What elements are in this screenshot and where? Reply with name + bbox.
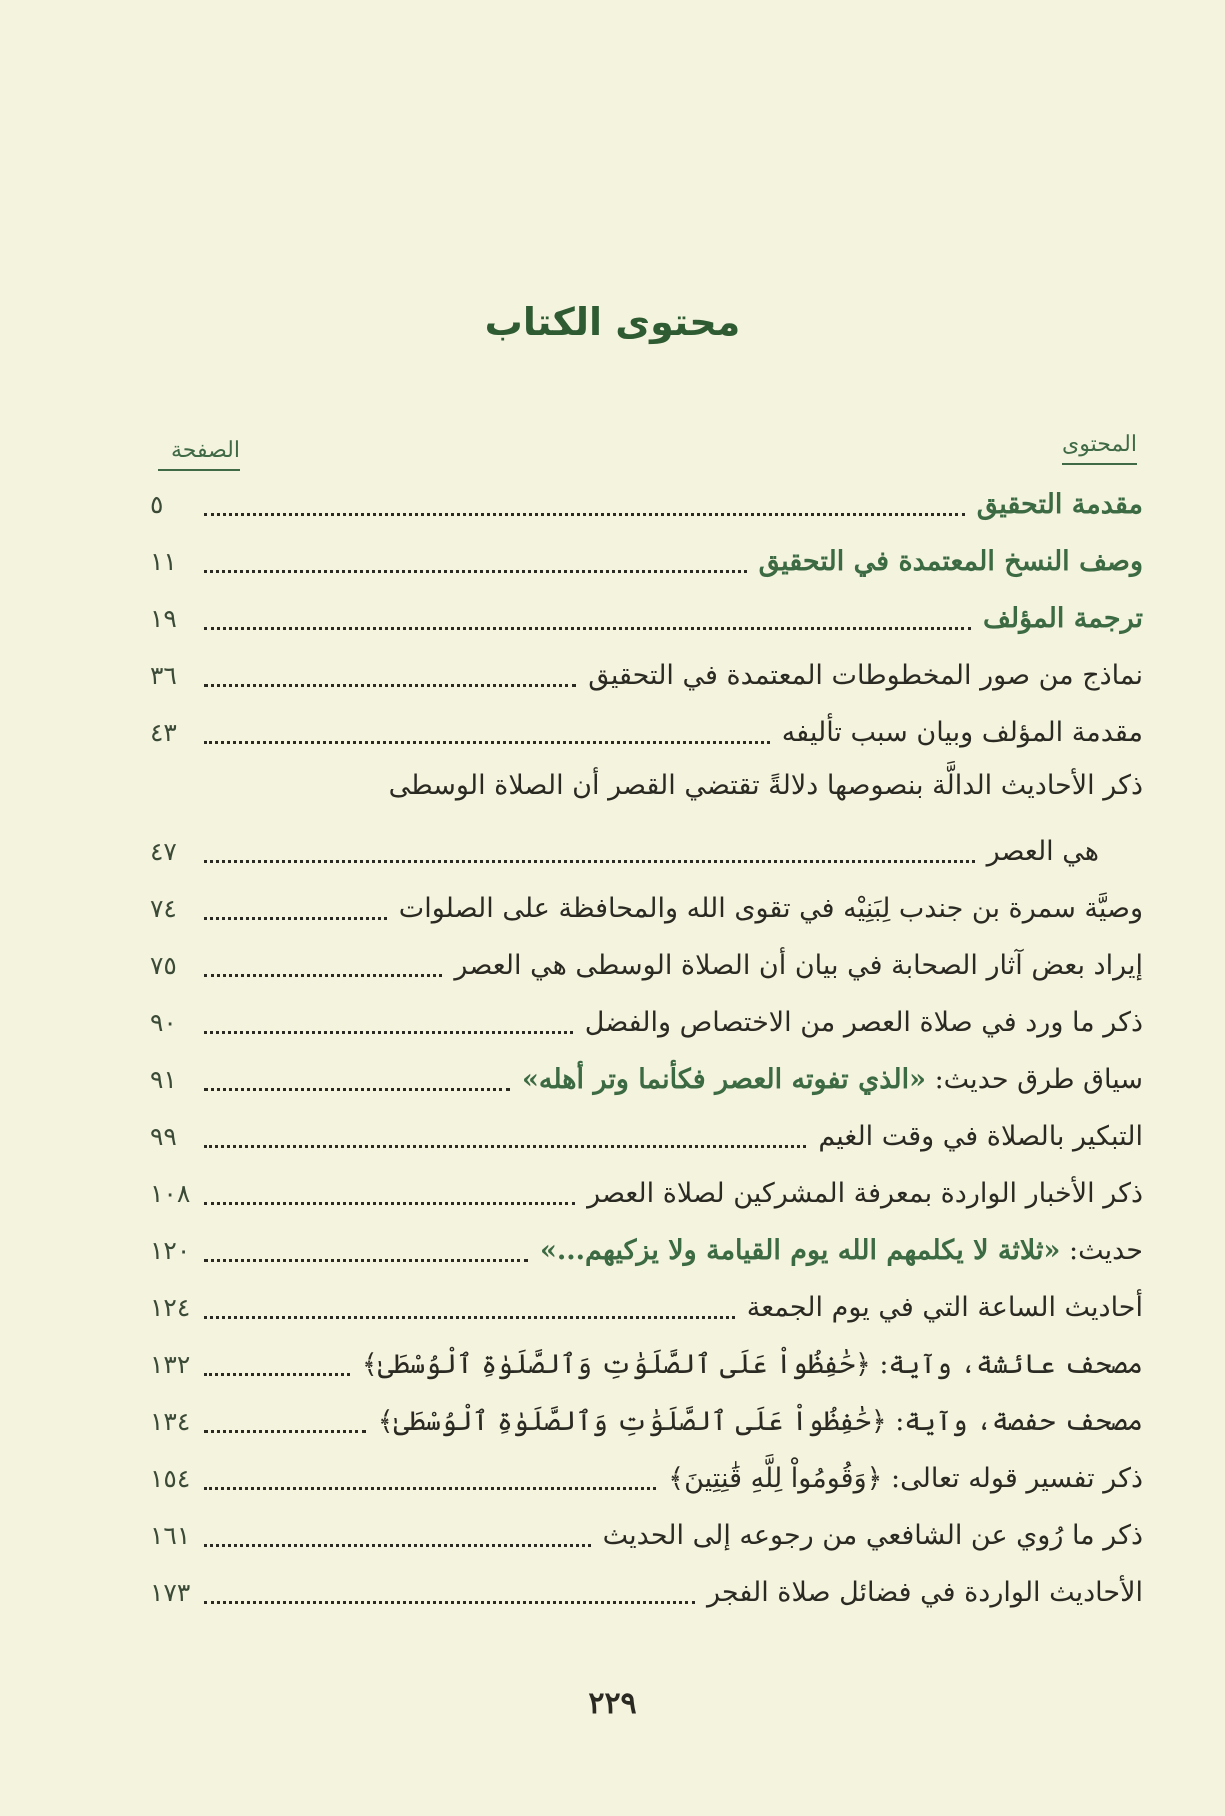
page-column-header: الصفحة bbox=[158, 438, 240, 471]
toc-entry-label: أحاديث الساعة التي في يوم الجمعة bbox=[746, 1291, 1143, 1323]
leader-dots bbox=[204, 860, 975, 863]
toc-entry-page: ٩١ bbox=[150, 1064, 177, 1094]
toc-entry-label: وصف النسخ المعتمدة في التحقيق bbox=[758, 545, 1143, 577]
toc-entry-page: ٩٠ bbox=[150, 1007, 177, 1037]
leader-dots bbox=[204, 627, 971, 630]
toc-entry-page: ١٥٤ bbox=[150, 1463, 191, 1493]
page-title: محتوى الكتاب bbox=[484, 300, 741, 344]
toc-entry-page: ٥ bbox=[150, 489, 164, 519]
leader-dots bbox=[204, 1430, 366, 1433]
toc-entry-label: ترجمة المؤلف bbox=[982, 602, 1143, 634]
toc-entry-page: ١٣٢ bbox=[150, 1349, 191, 1379]
leader-dots bbox=[204, 1088, 510, 1091]
leader-dots bbox=[204, 1145, 806, 1148]
toc-entry-page: ١٣٤ bbox=[150, 1406, 191, 1436]
toc-entry-label bbox=[660, 1463, 1143, 1494]
toc-entry-page: ٩٩ bbox=[150, 1121, 177, 1151]
toc-entry-label-line1: ذكر الأحاديث الدالَّة بنصوصها دلالةً تقتضي القصر أن الصلاة الوسطى bbox=[388, 770, 1143, 801]
toc-entry bbox=[150, 1566, 1143, 1618]
toc-entry bbox=[150, 478, 1143, 530]
toc-entry-page: ١٦١ bbox=[150, 1520, 191, 1550]
leader-dots bbox=[204, 684, 576, 687]
toc-entry-label bbox=[514, 1064, 1143, 1095]
toc-entry-prefix: سياق طرق حديث: bbox=[925, 1063, 1143, 1095]
leader-dots bbox=[204, 1316, 735, 1319]
leader-dots bbox=[204, 1259, 528, 1262]
toc-entry bbox=[150, 825, 1143, 877]
toc-entry bbox=[150, 1053, 1143, 1105]
toc-entry-label bbox=[532, 1235, 1143, 1266]
quran-verse: ﴿حَٰفِظُواْ عَلَى ٱلصَّلَوَٰتِ وَٱلصَّلَوٰةِ ٱلْوُسْطَىٰ﴾ bbox=[361, 1348, 871, 1380]
leader-dots bbox=[204, 1031, 573, 1034]
leader-dots bbox=[204, 513, 965, 516]
toc-entry-prefix: حديث: bbox=[1060, 1234, 1143, 1266]
leader-dots bbox=[204, 1544, 591, 1547]
toc-entry-label bbox=[370, 1406, 1143, 1437]
toc-entry-label bbox=[354, 1349, 1143, 1380]
toc-entry bbox=[150, 1110, 1143, 1162]
toc-entry-page: ٧٤ bbox=[150, 893, 177, 923]
toc-entry-page: ٧٥ bbox=[150, 950, 177, 980]
toc-entry-label: وصيَّة سمرة بن جندب لِبَنِيْه في تقوى الله والمحافظة على الصلوات bbox=[398, 892, 1143, 924]
toc-entry-label: الأحاديث الواردة في فضائل صلاة الفجر bbox=[707, 1576, 1143, 1608]
quran-verse: ﴿وَقُومُواْ لِلَّهِ قَٰنِتِينَ﴾ bbox=[668, 1462, 883, 1494]
toc-entry bbox=[150, 592, 1143, 644]
toc-entry-label: مقدمة المؤلف وبيان سبب تأليفه bbox=[781, 716, 1143, 748]
toc-entry-label: ذكر ما رُوي عن الشافعي من رجوعه إلى الحديث bbox=[602, 1519, 1143, 1551]
toc-entry-page: ١٢٠ bbox=[150, 1235, 191, 1265]
toc-entry bbox=[150, 1509, 1143, 1561]
toc-entry bbox=[150, 882, 1143, 934]
toc-entry-page: ١٢٤ bbox=[150, 1292, 191, 1322]
toc-entry bbox=[150, 706, 1143, 758]
toc-entry-label: نماذج من صور المخطوطات المعتمدة في التحقيق bbox=[588, 659, 1143, 691]
leader-dots bbox=[204, 1601, 695, 1604]
toc-entry-page: ١٧٣ bbox=[150, 1577, 191, 1607]
toc-entry-page: ٤٧ bbox=[150, 836, 177, 866]
toc-entry-prefix: مصحف حفصة، وآية: bbox=[886, 1405, 1143, 1437]
toc-entry bbox=[150, 1224, 1143, 1276]
leader-dots bbox=[204, 974, 442, 977]
toc-entry-label-continuation: هي العصر bbox=[986, 835, 1099, 867]
leader-dots bbox=[204, 1202, 575, 1205]
leader-dots bbox=[204, 570, 747, 573]
toc-entry bbox=[150, 1452, 1143, 1504]
toc-entry-label: ذكر ما ورد في صلاة العصر من الاختصاص والفضل bbox=[584, 1006, 1143, 1038]
toc-entry-page: ٤٣ bbox=[150, 717, 177, 747]
toc-entry-label: التبكير بالصلاة في وقت الغيم bbox=[818, 1120, 1143, 1152]
hadith-quote: «الذي تفوته العصر فكأنما وتر أهله» bbox=[522, 1063, 926, 1095]
toc-entry bbox=[150, 996, 1143, 1048]
toc-entry-label: إيراد بعض آثار الصحابة في بيان أن الصلاة الوسطى هي العصر bbox=[454, 949, 1143, 981]
leader-dots bbox=[204, 1487, 656, 1490]
toc-entry-prefix: مصحف عائشة، وآية: bbox=[870, 1348, 1143, 1380]
quran-verse: ﴿حَٰفِظُواْ عَلَى ٱلصَّلَوَٰتِ وَٱلصَّلَوٰةِ ٱلْوُسْطَىٰ﴾ bbox=[377, 1405, 887, 1437]
toc-entry-page: ١٩ bbox=[150, 603, 177, 633]
leader-dots bbox=[204, 917, 387, 920]
leader-dots bbox=[204, 1373, 350, 1376]
toc-entry-page: ١١ bbox=[150, 546, 177, 576]
toc-entry bbox=[150, 1167, 1143, 1219]
toc-entry bbox=[150, 1338, 1143, 1390]
toc-entry-prefix: ذكر تفسير قوله تعالى: bbox=[882, 1462, 1143, 1494]
toc-entry-page: ٣٦ bbox=[150, 660, 177, 690]
toc-entry bbox=[150, 1395, 1143, 1447]
toc-entry bbox=[150, 939, 1143, 991]
toc-entry-label: مقدمة التحقيق bbox=[976, 488, 1143, 520]
hadith-quote: «ثلاثة لا يكلمهم الله يوم القيامة ولا يزكيهم...» bbox=[539, 1234, 1061, 1266]
leader-dots bbox=[204, 741, 770, 744]
toc-entry bbox=[150, 1281, 1143, 1333]
toc-entry bbox=[150, 649, 1143, 701]
page-number: ٢٢٩ bbox=[588, 1686, 637, 1721]
toc-entry bbox=[150, 535, 1143, 587]
toc-entry-page: ١٠٨ bbox=[150, 1178, 191, 1208]
toc-entry-label: ذكر الأخبار الواردة بمعرفة المشركين لصلاة العصر bbox=[587, 1177, 1143, 1209]
content-column-header: المحتوى bbox=[1062, 432, 1137, 465]
